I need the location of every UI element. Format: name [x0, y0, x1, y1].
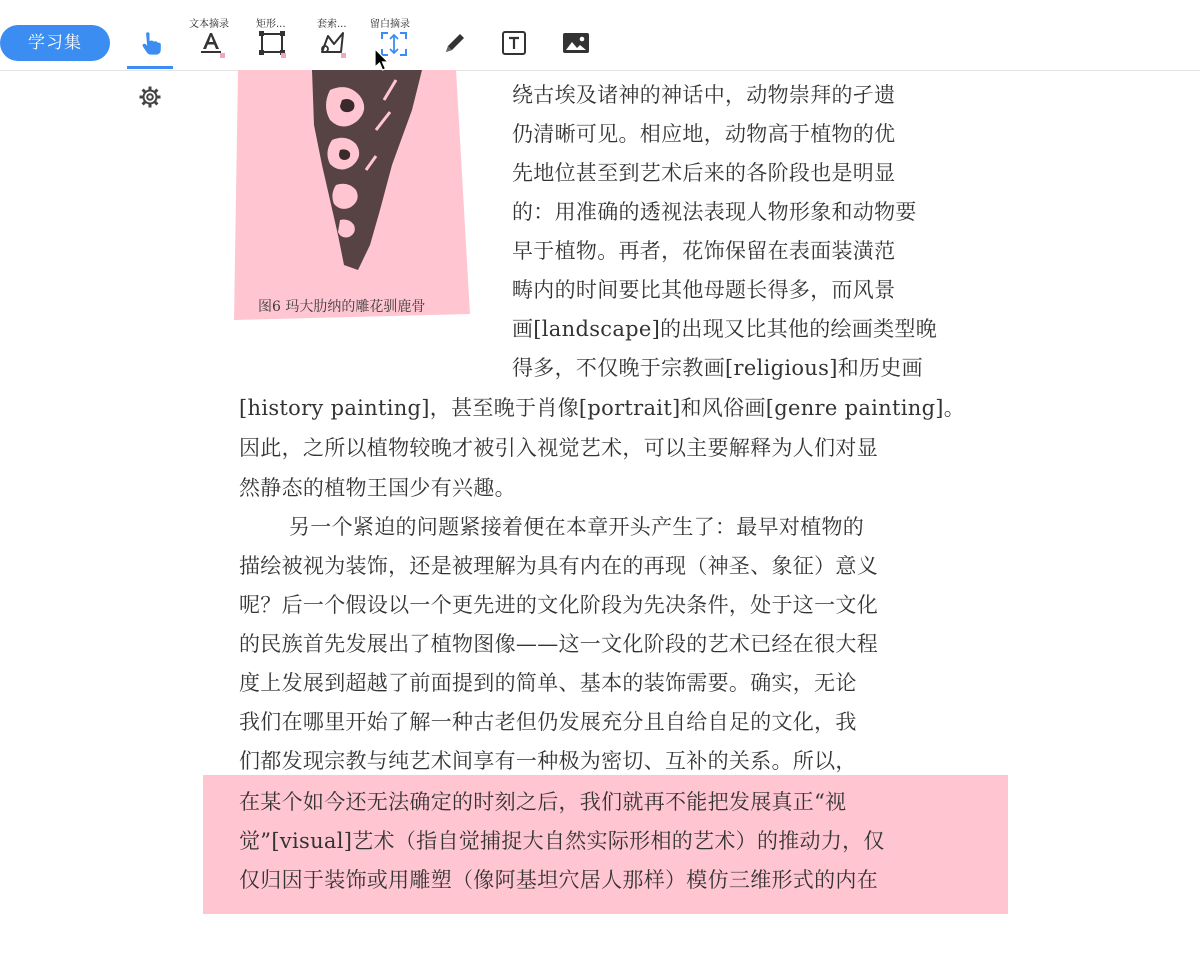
text-line: 另一个紧迫的问题紧接着便在本章开头产生了：最早对植物的: [289, 515, 865, 539]
rectangle-color-dot: [281, 53, 286, 58]
text-line: 的：用准确的透视法表现人物形象和动物要: [512, 200, 917, 224]
gear-icon: [138, 85, 162, 109]
figure-caption: 图6 玛大肋纳的雕花驯鹿骨: [258, 299, 426, 315]
text-line: 仍清晰可见。相应地，动物高于植物的优: [512, 122, 896, 146]
highlighted-figure[interactable]: [234, 70, 470, 320]
settings-button[interactable]: [138, 85, 162, 113]
active-tool-indicator: [127, 66, 173, 69]
pencil-tool-button[interactable]: [438, 28, 472, 58]
text-line: 仅归因于装饰或用雕塑（像阿基坦穴居人那样）模仿三维形式的内在: [239, 868, 878, 892]
text-line: 然静态的植物王国少有兴趣。: [239, 476, 516, 500]
rectangle-tool-label: 矩形...: [256, 19, 286, 30]
text-line: 我们在哪里开始了解一种古老但仍发展充分且自给自足的文化，我: [239, 710, 857, 734]
text-box-tool-button[interactable]: [497, 28, 531, 58]
text-line: 的民族首先发展出了植物图像——这一文化阶段的艺术已经在很大程: [239, 632, 878, 656]
mouse-cursor: [374, 48, 390, 76]
carved-reindeer-bone-image: [234, 70, 470, 320]
text-line: 觉”[visual]艺术（指自觉捕捉大自然实际形相的艺术）的推动力，仅: [239, 829, 885, 853]
whitespace-excerpt-label: 留白摘录: [370, 19, 410, 30]
text-line: 畴内的时间要比其他母题长得多，而风景: [512, 278, 896, 302]
text-line: 描绘被视为装饰，还是被理解为具有内在的再现（神圣、象征）意义: [239, 554, 878, 578]
text-line: 呢？后一个假设以一个更先进的文化阶段为先决条件，处于这一文化: [239, 593, 878, 617]
study-set-button[interactable]: 学习集: [0, 25, 110, 61]
text-line: 得多，不仅晚于宗教画[religious]和历史画: [512, 356, 923, 380]
image-tool-button[interactable]: [558, 28, 592, 58]
text-excerpt-label: 文本摘录: [189, 19, 229, 30]
text-line: 绕古埃及诸神的神话中，动物崇拜的孑遗: [512, 83, 896, 107]
text-line: 们都发现宗教与纯艺术间享有一种极为密切、互补的关系。所以，: [239, 749, 857, 773]
text-box-icon: [501, 30, 527, 56]
annotation-toolbar: [0, 0, 1200, 71]
text-line: 早于植物。再者，花饰保留在表面装潢范: [512, 239, 896, 263]
text-excerpt-color-dot: [220, 53, 225, 58]
text-line: 因此，之所以植物较晚才被引入视觉艺术，可以主要解释为人们对显: [239, 436, 878, 460]
text-line: 度上发展到超越了前面提到的简单、基本的装饰需要。确实，无论: [239, 671, 857, 695]
text-line: 先地位甚至到艺术后来的各阶段也是明显: [512, 161, 896, 185]
arrow-cursor-icon: [374, 48, 390, 72]
text-line: [history painting]，甚至晚于肖像[portrait]和风俗画[genre painting]。: [239, 396, 966, 420]
image-icon: [562, 30, 590, 56]
text-line: 画[landscape]的出现又比其他的绘画类型晚: [512, 317, 938, 341]
hand-tool-button[interactable]: [133, 28, 167, 58]
lasso-tool-label: 套索...: [317, 19, 347, 30]
lasso-color-dot: [341, 53, 346, 58]
hand-pointer-icon: [137, 30, 163, 56]
pencil-icon: [442, 30, 468, 56]
text-line: 在某个如今还无法确定的时刻之后，我们就再不能把发展真正“视: [239, 790, 847, 814]
